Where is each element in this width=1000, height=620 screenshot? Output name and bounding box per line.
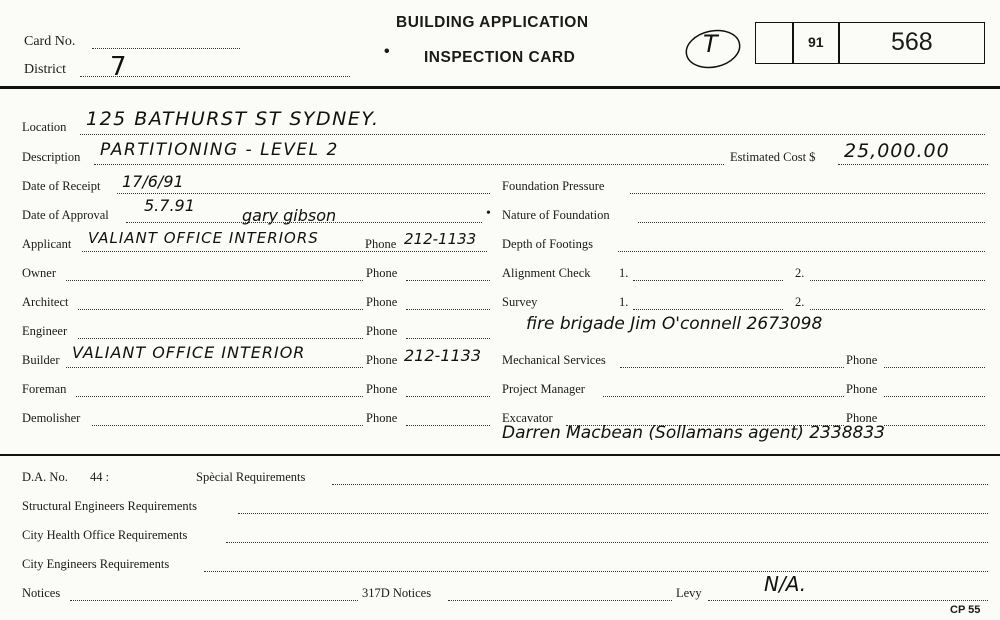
health-label: City Health Office Requirements [22,528,188,542]
depth-footings-label: Depth of Footings [502,237,593,251]
location-value: 125 BATHURST ST SYDNEY. [86,108,380,130]
card-box-91: 91 [793,22,839,64]
excavator-phone-label: Phone [846,411,878,425]
demolisher-phone-label: Phone [366,411,398,425]
estimated-cost-label: Estimated Cost $ [730,150,816,164]
architect-field [78,309,363,310]
owner-phone-label: Phone [366,266,398,280]
foreman-label: Foreman [22,382,67,396]
city-engineers-field [204,571,988,572]
mechanical-phone-field [884,367,985,368]
estimated-cost-field [838,164,988,165]
description-field [94,164,724,165]
receipt-label: Date of Receipt [22,179,101,193]
applicant-phone-value: 212-1133 [404,230,477,248]
architect-phone-field [406,309,490,310]
structural-field [238,513,988,514]
survey-num2: 2. [795,295,805,309]
foreman-field [76,396,363,397]
nature-foundation-field [638,222,985,223]
engineer-phone-field [406,338,490,339]
builder-phone-label: Phone [366,353,398,367]
mechanical-label: Mechanical Services [502,353,606,367]
engineer-phone-label: Phone [366,324,398,338]
notices-label: Notices [22,586,61,600]
description-label: Description [22,150,81,164]
builder-value: VALIANT OFFICE INTERIOR [72,343,306,362]
demolisher-field [92,425,363,426]
special-requirements-label: Spècial Requirements [196,470,306,484]
circled-mark-text: T [703,30,718,58]
engineer-label: Engineer [22,324,68,338]
bullet-icon: • [384,43,391,60]
city-engineers-label: City Engineers Requirements [22,557,170,571]
levy-field [708,600,988,601]
alignment-num2: 2. [795,266,805,280]
location-field [80,134,985,135]
project-manager-phone-label: Phone [846,382,878,396]
demolisher-label: Demolisher [22,411,81,425]
location-label: Location [22,120,67,134]
receipt-value: 17/6/91 [122,172,184,191]
notices-317d-field [448,600,672,601]
district-label: District [24,62,66,77]
project-manager-label: Project Manager [502,382,585,396]
applicant-label: Applicant [22,237,72,251]
excavator-note: Darren Macbean (Sollamans agent) 2338833 [502,423,885,443]
excavator-phone-field [884,425,985,426]
dot-mark-icon: • [486,206,491,221]
levy-label: Levy [676,586,702,600]
card-no-label: Card No. [24,34,76,49]
survey-label: Survey [502,295,538,309]
foundation-pressure-field [630,193,985,194]
survey-num1: 1. [619,295,629,309]
foreman-phone-label: Phone [366,382,398,396]
demolisher-phone-field [406,425,490,426]
health-field [226,542,988,543]
survey-field-1 [633,309,783,310]
architect-label: Architect [22,295,69,309]
estimated-cost-value: 25,000.00 [844,140,950,162]
section-rule [0,454,1000,456]
mechanical-phone-label: Phone [846,353,878,367]
project-manager-field [603,396,844,397]
engineer-field [78,338,363,339]
applicant-field [82,251,487,252]
applicant-phone-label: Phone [365,237,397,251]
form-subtitle: INSPECTION CARD [424,49,576,66]
excavator-label: Excavator [502,411,553,425]
owner-field [66,280,363,281]
card-box-568: 568 [839,22,985,64]
mechanical-field [620,367,844,368]
builder-label: Builder [22,353,60,367]
notices-field [70,600,358,601]
alignment-num1: 1. [619,266,629,280]
approval-signature: gary gibson [242,206,337,225]
form-title: BUILDING APPLICATION [396,14,589,31]
card-box-blank [755,22,793,64]
foreman-phone-field [406,396,490,397]
architect-phone-label: Phone [366,295,398,309]
owner-phone-field [406,280,490,281]
da-no-value: 44 : [90,470,110,484]
notices-317d-label: 317D Notices [362,586,432,600]
foundation-pressure-label: Foundation Pressure [502,179,605,193]
card-no-field [92,48,240,49]
special-requirements-field [332,484,988,485]
approval-label: Date of Approval [22,208,109,222]
description-value: PARTITIONING - LEVEL 2 [100,140,339,160]
survey-field-2 [810,309,985,310]
project-manager-phone-field [884,396,985,397]
builder-phone-value: 212-1133 [404,346,482,365]
structural-label: Structural Engineers Requirements [22,499,197,513]
alignment-field-2 [810,280,985,281]
builder-field [66,367,363,368]
levy-value: N/A. [764,572,807,596]
form-code: CP 55 [950,604,981,616]
fire-brigade-note: fire brigade Jim O'connell 2673098 [526,314,823,334]
approval-value: 5.7.91 [144,196,195,215]
receipt-field [117,193,490,194]
district-value: 7 [110,52,127,82]
nature-foundation-label: Nature of Foundation [502,208,610,222]
header-rule [0,86,1000,89]
depth-footings-field [618,251,985,252]
alignment-field-1 [633,280,783,281]
applicant-value: VALIANT OFFICE INTERIORS [88,229,319,247]
da-no-label: D.A. No. [22,470,68,484]
owner-label: Owner [22,266,57,280]
alignment-label: Alignment Check [502,266,591,280]
